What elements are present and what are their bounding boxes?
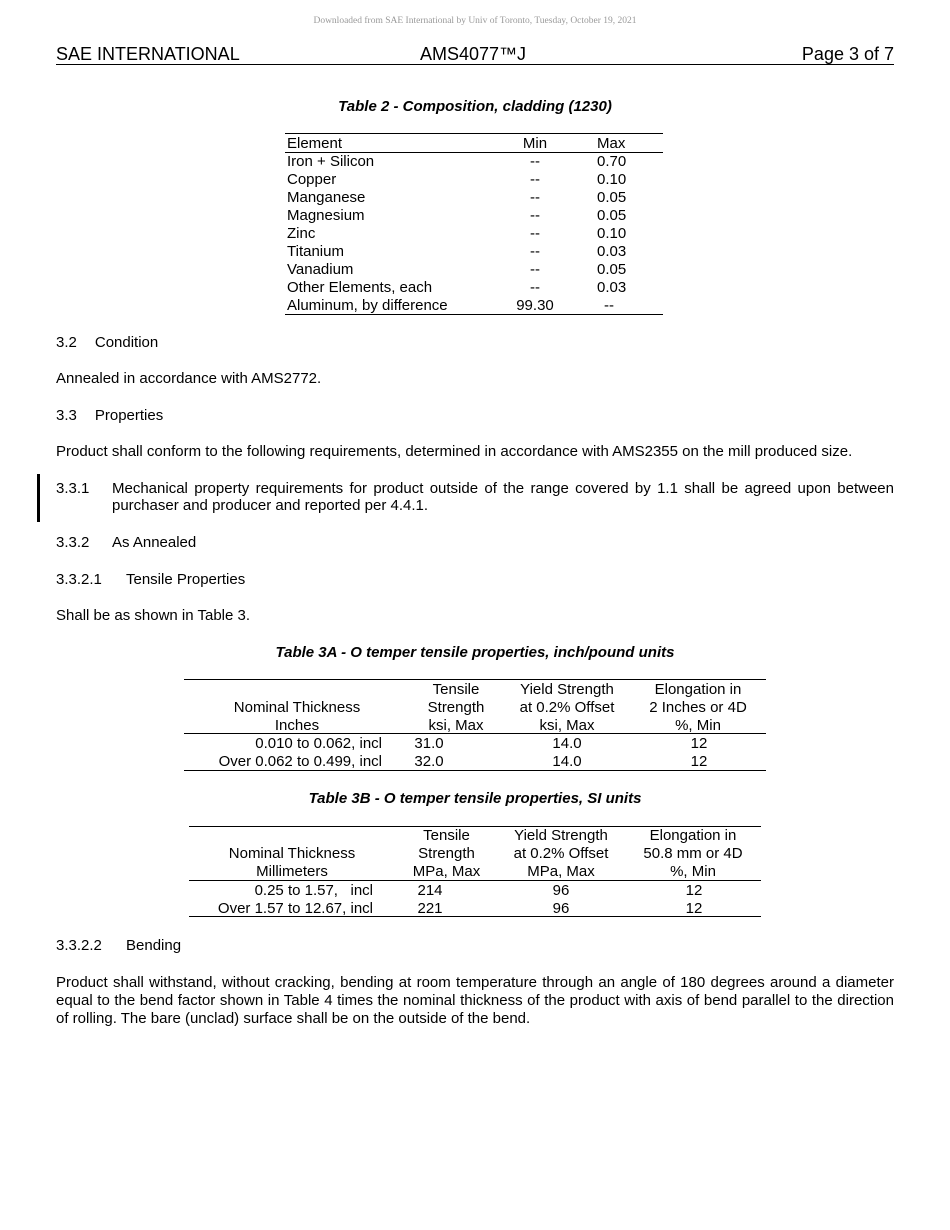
table2-row: Manganese -- 0.05 bbox=[287, 189, 627, 206]
table3a-header-thickness: Nominal Thickness Inches bbox=[233, 699, 361, 734]
table3b-body bbox=[189, 882, 761, 918]
section-3-3-2-1-title: Tensile Properties bbox=[126, 571, 246, 588]
header-doc-id: AMS4077™J bbox=[420, 44, 527, 64]
table2-row: Copper -- 0.10 bbox=[287, 171, 627, 188]
table3b-header-elongation: Elongation in 50.8 mm or 4D %, Min bbox=[643, 827, 743, 880]
section-3-3-1-line2: purchaser and producer and reported per 4.4.1. bbox=[112, 497, 429, 514]
table2-row: Other Elements, each -- 0.03 bbox=[287, 279, 627, 296]
table-row: 0.25 to 1.57, incl 214 96 12 bbox=[254, 882, 703, 899]
section-3-2-heading: 3.2 Condition bbox=[56, 334, 159, 351]
section-3-3-2-2-title: Bending bbox=[126, 937, 182, 954]
table3b-caption: Table 3B - O temper tensile properties, SI units bbox=[308, 790, 642, 807]
table2-row: Vanadium -- 0.05 bbox=[287, 261, 627, 278]
section-3-3-heading: 3.3 Properties bbox=[56, 407, 164, 424]
table3a-body bbox=[184, 735, 766, 771]
table-row: Over 1.57 to 12.67, incl 221 96 12 bbox=[217, 900, 703, 917]
table3a-header-elongation: Elongation in 2 Inches or 4D %, Min bbox=[649, 681, 747, 734]
header-rule bbox=[56, 64, 894, 65]
table2-row: Aluminum, by difference 99.30 -- bbox=[287, 297, 614, 314]
table2-top-rule bbox=[285, 133, 663, 134]
section-3-3-text: Product shall conform to the following requirements, determined in accordance with AMS2355 on the mill produced size. bbox=[56, 443, 853, 460]
section-3-3-2-1-text: Shall be as shown in Table 3. bbox=[56, 607, 251, 624]
bending-text-line1: Product shall withstand, without cracking, bending at room temperature through an angle of 180 degrees around a diameter bbox=[56, 974, 894, 991]
section-3-3-1-line1: Mechanical property requirements for product outside of the range covered by 1.1 shall be agreed upon between bbox=[112, 480, 894, 497]
table3a-header-tensile: Tensile Strength ksi, Max bbox=[427, 681, 485, 734]
table3a-top-rule bbox=[184, 679, 766, 680]
table2-row: Zinc -- 0.10 bbox=[287, 225, 627, 242]
table2-header-max: Max bbox=[597, 135, 626, 152]
table2-row: Magnesium -- 0.05 bbox=[287, 207, 627, 224]
section-3-3-2-1-number: 3.3.2.1 bbox=[56, 571, 102, 588]
section-3-3-1-number: 3.3.1 bbox=[56, 480, 90, 497]
table-row: Over 0.062 to 0.499, incl 32.0 14.0 12 bbox=[218, 753, 708, 770]
bending-text-line3: of rolling. The bare (unclad) surface shall be on the outside of the bend. bbox=[56, 1010, 531, 1027]
section-3-3-2-title: As Annealed bbox=[112, 534, 197, 551]
table-row: 0.010 to 0.062, incl 31.0 14.0 12 bbox=[255, 735, 708, 752]
header-page-number: Page 3 of 7 bbox=[801, 44, 894, 64]
table2-row: Titanium -- 0.03 bbox=[287, 243, 627, 260]
table3b-header-tensile: Tensile Strength MPa, Max bbox=[412, 827, 481, 880]
table3a-caption: Table 3A - O temper tensile properties, inch/pound units bbox=[275, 644, 675, 661]
table2-bottom-rule bbox=[285, 314, 663, 315]
revision-change-bar bbox=[37, 474, 40, 522]
table2-row: Iron + Silicon -- 0.70 bbox=[287, 153, 627, 170]
table3b-header-yield: Yield Strength at 0.2% Offset MPa, Max bbox=[513, 827, 609, 880]
table2-header-element: Element bbox=[287, 135, 343, 152]
table3a-bottom-rule bbox=[184, 770, 766, 771]
table2-body bbox=[287, 153, 634, 315]
table3b-header-rule bbox=[189, 880, 761, 881]
table2-caption: Table 2 - Composition, cladding (1230) bbox=[338, 98, 612, 115]
table3a-header-rule bbox=[184, 733, 766, 734]
section-3-3-2-2-number: 3.3.2.2 bbox=[56, 937, 102, 954]
download-watermark: Downloaded from SAE International by Univ of Toronto, Tuesday, October 19, 2021 bbox=[313, 16, 637, 26]
bending-text-line2: equal to the bend factor shown in Table 4 times the nominal thickness of the product with axis of bend parallel to the direction bbox=[56, 992, 894, 1009]
section-3-3-2-number: 3.3.2 bbox=[56, 534, 90, 551]
table2-header-min: Min bbox=[522, 135, 548, 152]
header-org: SAE INTERNATIONAL bbox=[56, 44, 240, 64]
table3b-bottom-rule bbox=[189, 916, 761, 917]
table3b-header-thickness: Nominal Thickness Millimeters bbox=[228, 845, 356, 880]
table3a-header-yield: Yield Strength at 0.2% Offset ksi, Max bbox=[519, 681, 615, 734]
section-3-2-text: Annealed in accordance with AMS2772. bbox=[56, 370, 322, 387]
